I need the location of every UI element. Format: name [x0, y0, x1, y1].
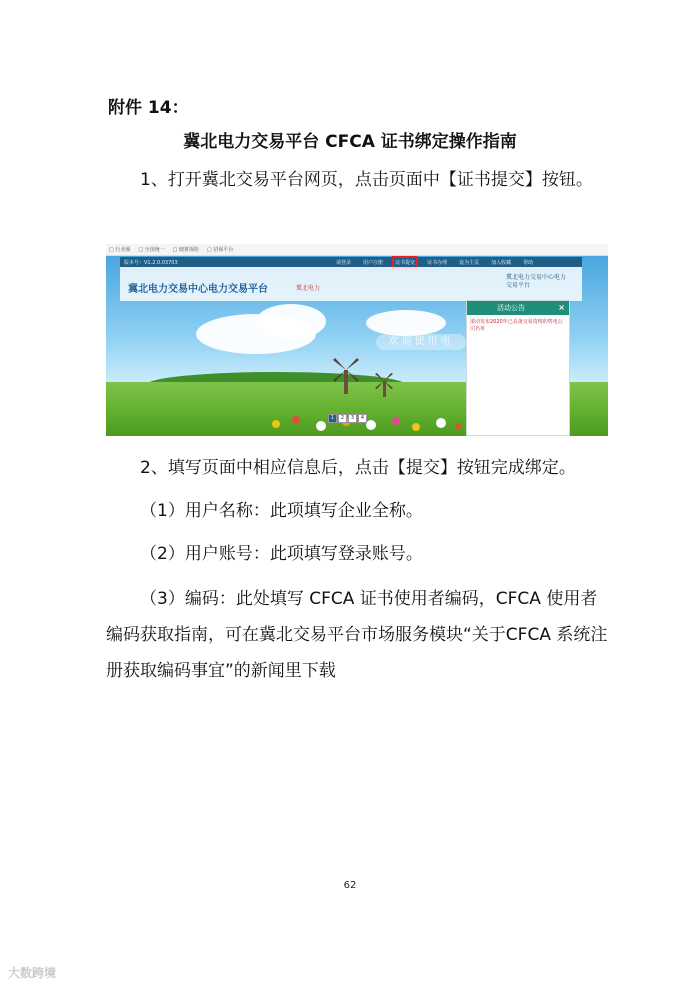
windmill-icon [331, 356, 361, 396]
bookmark-item[interactable]: □ 全国统一 [138, 247, 165, 253]
slider-page-button[interactable]: 2 [338, 414, 347, 423]
cloud [256, 304, 326, 339]
cloud [366, 310, 446, 336]
set-home-link[interactable]: 设为主页 [459, 259, 480, 266]
cert-submit-button[interactable]: 证书提交 [395, 259, 416, 266]
bookmark-item[interactable]: □ 行业圈 [109, 247, 131, 253]
site-name: 冀北电力交易中心电力交易平台 [128, 284, 268, 295]
slider-page-button[interactable]: 3 [348, 414, 357, 423]
close-icon[interactable]: × [558, 303, 565, 312]
item-3-text: （3）编码：此处填写 CFCA 证书使用者编码，CFCA 使用者编码获取指南，可在冀北交易平台市场服务模块“关于CFCA 系统注册获取编码事宜”的新闻里下载 [106, 589, 608, 681]
page-number: 62 [343, 880, 357, 891]
step-1-text: 1、打开冀北交易平台网页，点击页面中【证书提交】按钮。 [140, 170, 593, 190]
slider-page-button[interactable]: 4 [358, 414, 367, 423]
windmill-icon [374, 372, 394, 398]
platform-screenshot [106, 244, 608, 436]
register-link[interactable]: 用户注册 [363, 259, 384, 266]
bookmark-item[interactable]: □ 招保平台 [206, 247, 234, 253]
attachment-label: 附件 14： [108, 98, 189, 118]
slider-page-button[interactable]: 1 [328, 414, 337, 423]
browser-bookmark-bar [106, 244, 608, 256]
help-link[interactable]: 帮助 [523, 259, 534, 266]
item-2-text: （2）用户账号：此项填写登录账号。 [140, 544, 423, 564]
welcome-banner-text: 欢迎使用电 [376, 334, 466, 350]
notice-title: 活动公告 [497, 304, 525, 312]
notice-panel [466, 300, 570, 436]
logo: 冀北电力 [296, 285, 321, 292]
platform-top-nav [120, 257, 582, 267]
banner-pagination [328, 414, 367, 423]
document-title: 冀北电力交易平台 CFCA 证书绑定操作指南 [183, 132, 517, 152]
login-link[interactable]: 请登录 [336, 259, 352, 266]
cert-manage-link[interactable]: 证书办理 [427, 259, 448, 266]
notice-header [467, 301, 569, 315]
add-favorite-link[interactable]: 加入收藏 [491, 259, 512, 266]
org-name: 冀北电力交易中心电力交易平台 [506, 274, 567, 289]
version-label: 版本号：V1.2.0.03703 [124, 259, 178, 266]
watermark: 大数跨境 [8, 966, 57, 980]
item-1-text: （1）用户名称：此项填写企业全称。 [140, 501, 423, 521]
bookmark-item[interactable]: □ 储蓄保险 [172, 247, 199, 253]
step-2-text: 2、填写页面中相应信息后，点击【提交】按钮完成绑定。 [140, 458, 576, 478]
notice-item[interactable]: 滚动发布2020年已具备交易资格的售电公司名单 [470, 319, 563, 332]
